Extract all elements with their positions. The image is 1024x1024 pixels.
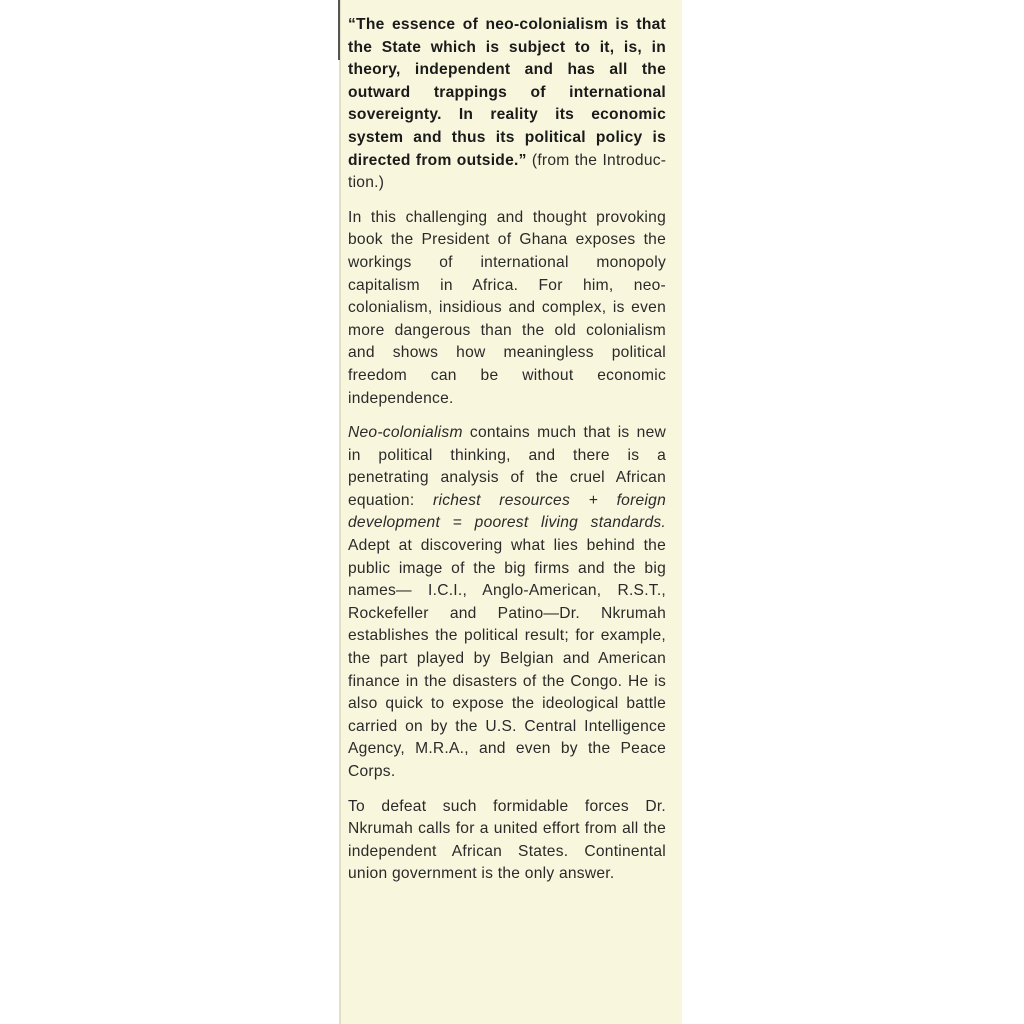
blurb-text-column bbox=[348, 14, 666, 898]
analysis-text-part-1: contains much that is new in political thinking, and there is a penetrating analysis of the cruel African equation: bbox=[348, 424, 666, 509]
book-title-italic: Neo-colonialism bbox=[348, 424, 463, 442]
book-description-paragraph: In this challenging and thought provoking book the President of Ghana exposes the workings of international monopoly capitalism in Africa. For him, neo-colonialism, insidious and complex, is even more dangerous than the old colonialism and shows how meaningless political freedom can be without economic independence. bbox=[348, 208, 666, 407]
introduction-quote: “The essence of neo-colonialism is that the State which is subject to it, is, in theory, independent and has all the outward trappings of international sovereignty. In reality its economic system and thus its political policy is directed from outside.” bbox=[348, 16, 666, 169]
african-equation: richest resources + foreign development = poorest living standards. bbox=[348, 491, 666, 532]
quote-paragraph bbox=[348, 14, 666, 195]
conclusion-paragraph: To defeat such formidable forces Dr. Nkrumah calls for a united effort from all the independent African States. Continental union government is the only answer. bbox=[348, 797, 666, 883]
quote-source: (from the Introduction.) bbox=[348, 151, 666, 192]
analysis-text-part-2: Adept at discovering what lies behind the public image of the big firms and the big names— I.C.I., Anglo-American, R.S.T., Rockefeller and Patino—Dr. Nkrumah establishes the political result; for example, the part played by Belgian and American finance in the disasters of the Congo. He is also quick to expose the ideological battle carried on by the U.S. Central Intelligence Agency, M.R.A., and even by the Peace Corps. bbox=[348, 537, 666, 780]
analysis-paragraph bbox=[348, 422, 666, 784]
